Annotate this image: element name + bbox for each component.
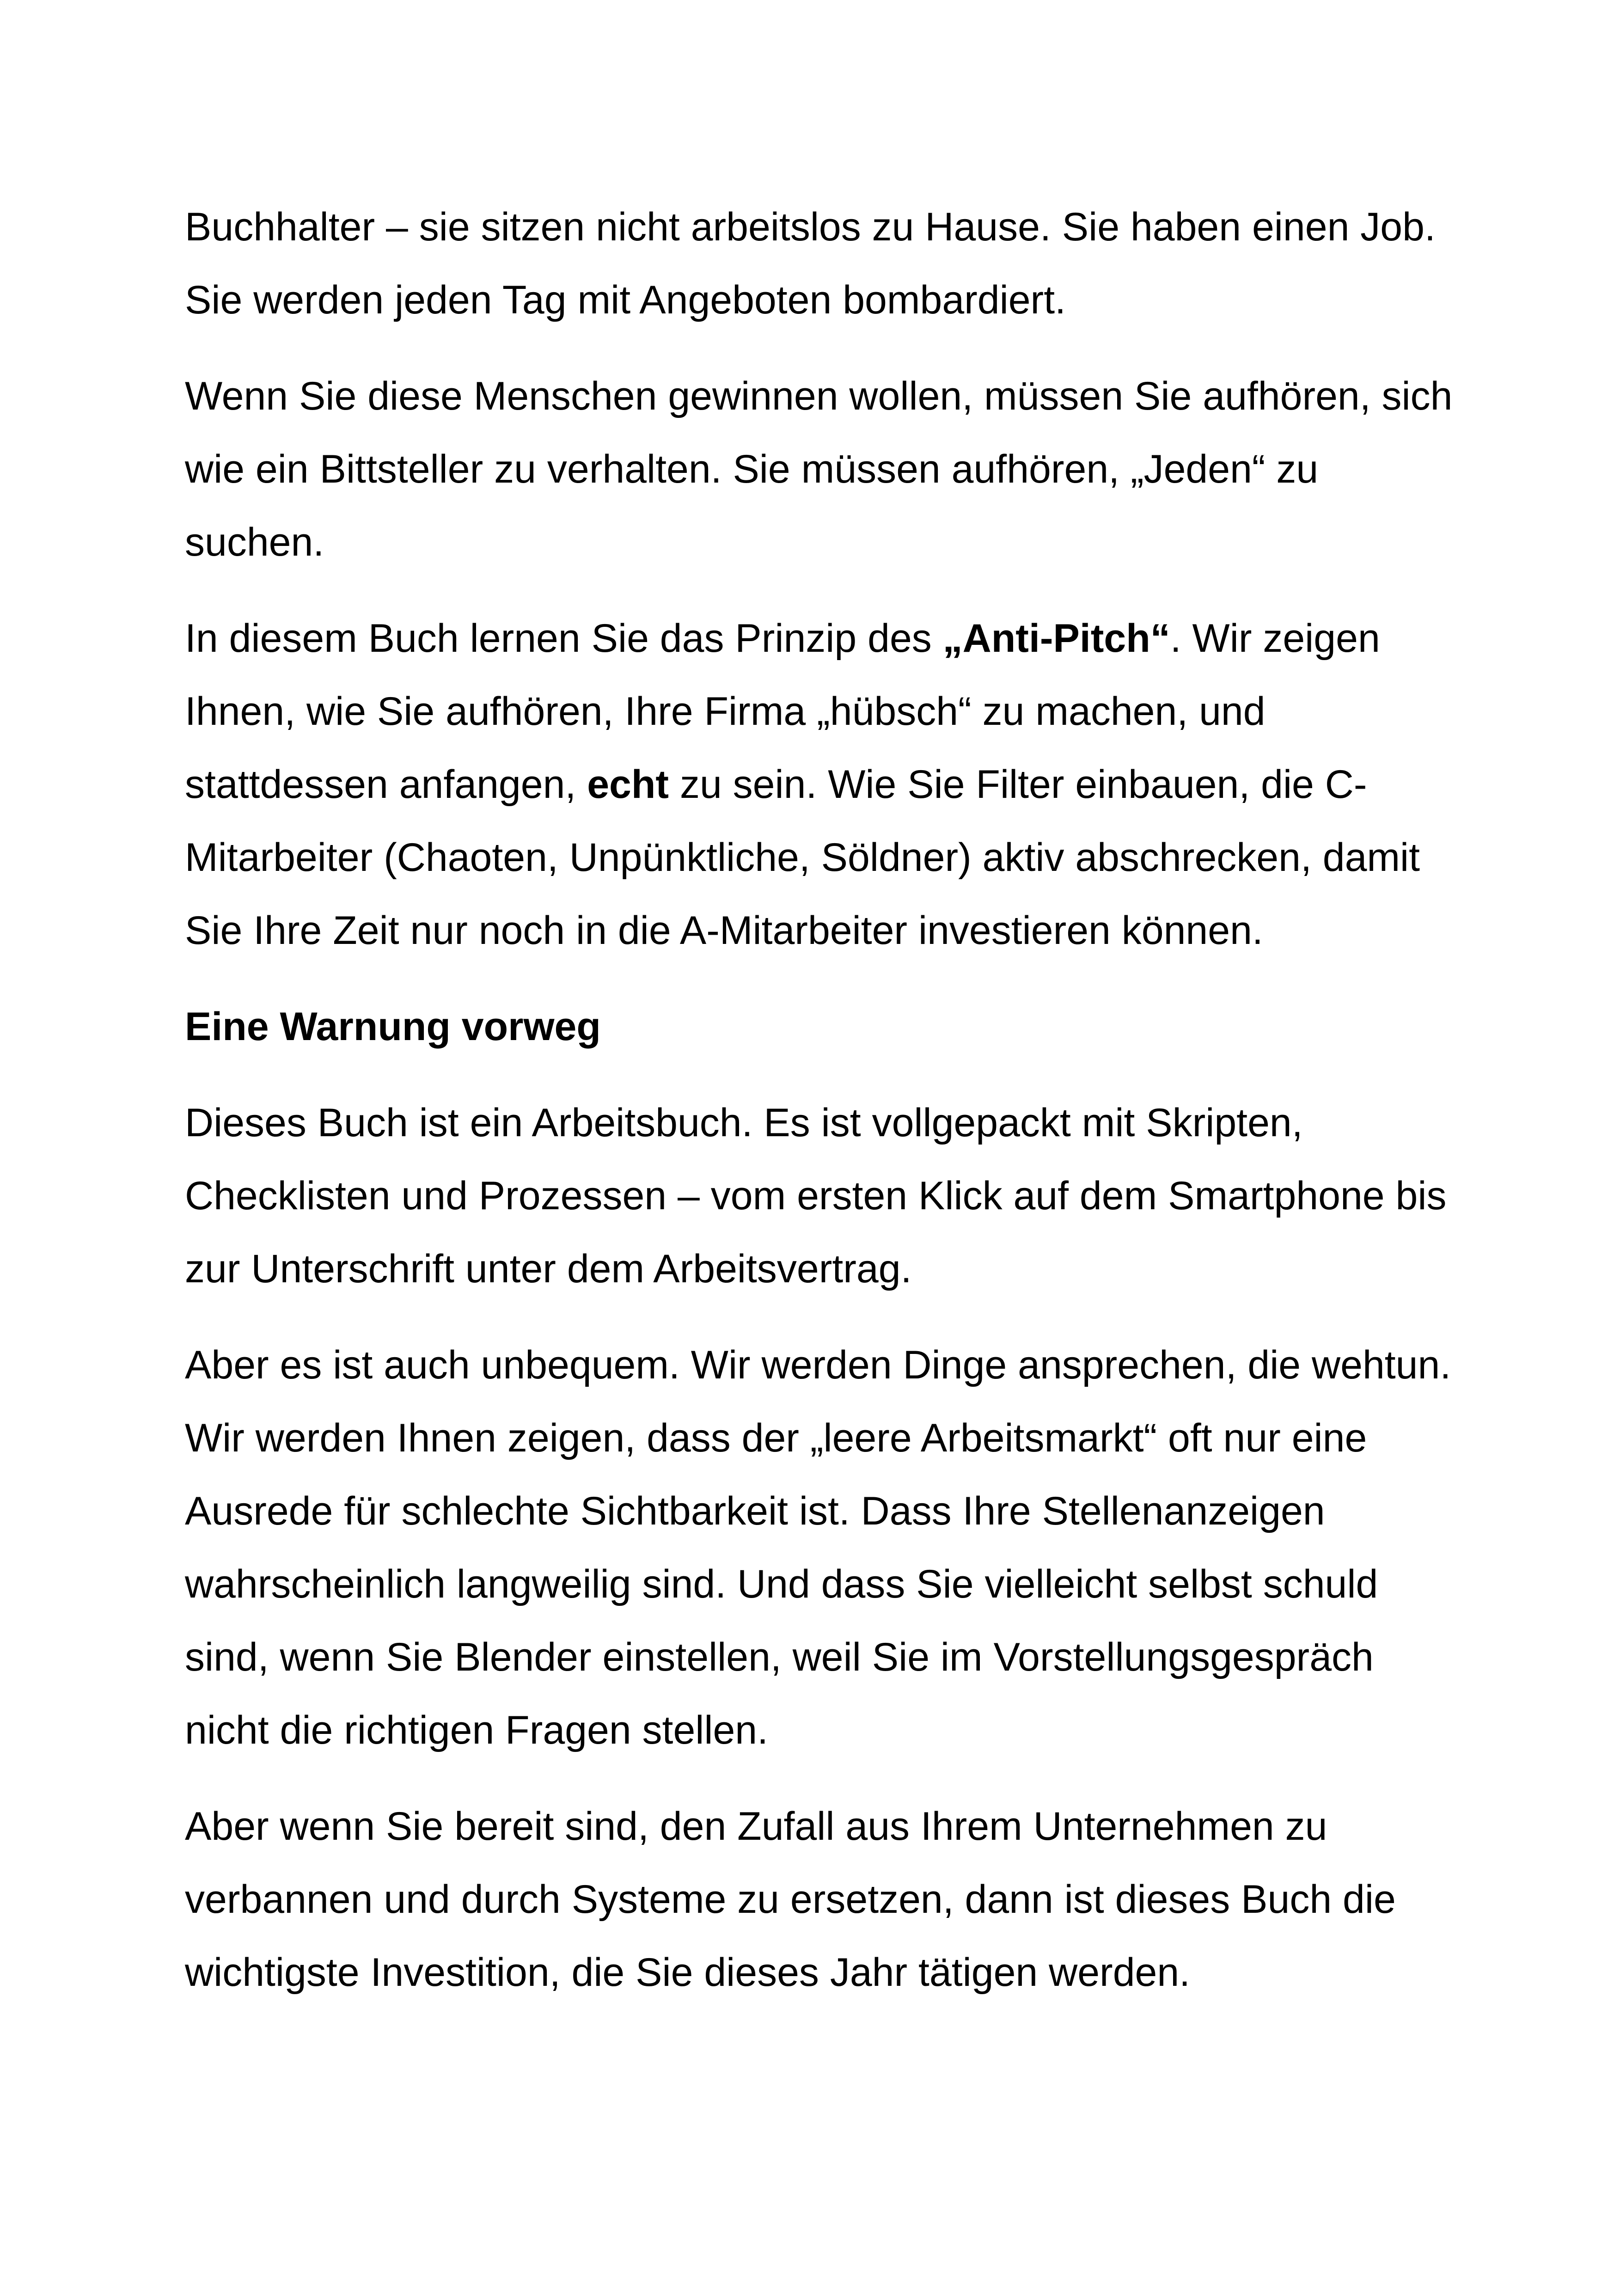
echt-emphasis: echt xyxy=(587,762,669,807)
paragraph-workbook: Dieses Buch ist ein Arbeitsbuch. Es ist vollgepackt mit Skripten, Checklisten und Prozessen – vom ersten Klick auf dem Smartphone bis zur Unterschrift unter dem Arbeitsvertrag. xyxy=(185,1101,1447,1291)
anti-pitch-text-1: In diesem Buch lernen Sie das Prinzip des xyxy=(185,616,943,661)
paragraph-bookkeeper: Buchhalter – sie sitzen nicht arbeitslos zu Hause. Sie haben einen Job. Sie werden jeden Tag mit Angeboten bombardiert. xyxy=(185,205,1436,322)
paragraph-anti-pitch xyxy=(185,602,1461,967)
paragraph-uncomfortable: Aber es ist auch unbequem. Wir werden Dinge ansprechen, die wehtun. Wir werden Ihnen zeigen, dass der „leere Arbeitsmarkt“ oft nur eine Ausrede für schlechte Sichtbarkeit ist. Dass Ihre Stellenanzeigen wahrscheinlich langweilig sind. Und dass Sie vielleicht selbst schuld sind, wenn Sie Blender einstellen, weil Sie im Vorstellungsgespräch nicht die richtigen Fragen stellen. xyxy=(185,1343,1451,1752)
anti-pitch-text-3: zu sein. Wie Sie Filter einbauen, die C-Mitarbeiter (Chaoten, Unpünktliche, Söldner) aktiv abschrecken, damit Sie Ihre Zeit nur noch in die A-Mitarbeiter investieren können. xyxy=(185,762,1420,953)
document-body xyxy=(185,190,1461,2032)
paragraph-stop-begging: Wenn Sie diese Menschen gewinnen wollen, müssen Sie aufhören, sich wie ein Bittsteller zu verhalten. Sie müssen aufhören, „Jeden“ zu suchen. xyxy=(185,374,1453,564)
section-heading: Eine Warnung vorweg xyxy=(185,1004,601,1049)
anti-pitch-term: „Anti-Pitch“ xyxy=(942,616,1170,661)
paragraph-investment: Aber wenn Sie bereit sind, den Zufall aus Ihrem Unternehmen zu verbannen und durch Systeme zu ersetzen, dann ist dieses Buch die wichtigste Investition, die Sie dieses Jahr tätigen werden. xyxy=(185,1804,1396,1995)
anti-pitch-text-2: . Wir zeigen Ihnen, wie Sie aufhören, Ihre Firma „hübsch“ zu machen, und stattdessen anfangen, xyxy=(185,616,1380,807)
